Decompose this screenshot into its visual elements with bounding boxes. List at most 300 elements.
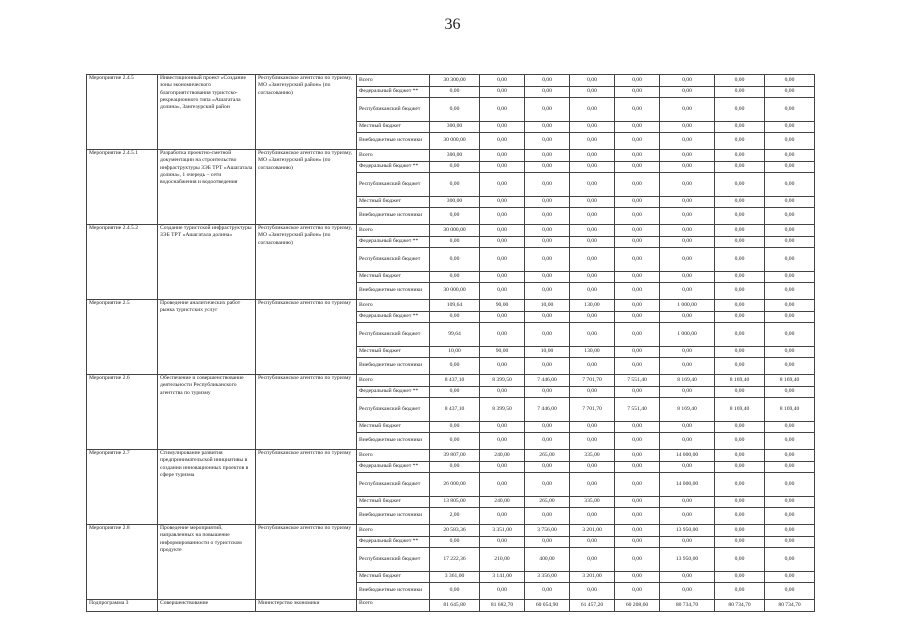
- value-cell: 0,00: [430, 358, 480, 375]
- value-cell: 265,00: [525, 450, 570, 462]
- value-cell: 0,00: [570, 537, 615, 548]
- value-cell: 0,00: [480, 283, 525, 300]
- source-label: Внебюджетные источники: [357, 208, 430, 225]
- value-cell: 1 000,00: [660, 300, 715, 312]
- value-cell: 0,00: [765, 323, 815, 347]
- value-cell: 80 734,70: [715, 600, 765, 612]
- value-cell: 0,00: [765, 98, 815, 122]
- source-label: Федеральный бюджет **: [357, 462, 430, 473]
- value-cell: 0,00: [570, 197, 615, 208]
- value-cell: 0,00: [570, 98, 615, 122]
- value-cell: 0,00: [525, 197, 570, 208]
- value-cell: 13 805,00: [430, 497, 480, 508]
- value-cell: 0,00: [570, 583, 615, 600]
- value-cell: 0,00: [660, 462, 715, 473]
- value-cell: 2,00: [430, 508, 480, 525]
- value-cell: 0,00: [660, 358, 715, 375]
- table-row: [87, 600, 815, 612]
- value-cell: 0,00: [660, 347, 715, 358]
- name-cell: Совершенствование: [158, 600, 256, 612]
- value-cell: 0,00: [480, 225, 525, 237]
- value-cell: 265,00: [525, 497, 570, 508]
- value-cell: 0,00: [570, 133, 615, 150]
- value-cell: 0,00: [430, 208, 480, 225]
- source-label: Внебюджетные источники: [357, 133, 430, 150]
- value-cell: 0,00: [660, 162, 715, 173]
- source-label: Внебюджетные источники: [357, 358, 430, 375]
- value-cell: 0,00: [525, 173, 570, 197]
- value-cell: 0,00: [480, 248, 525, 272]
- value-cell: 0,00: [615, 208, 660, 225]
- value-cell: 0,00: [570, 433, 615, 450]
- value-cell: 39 807,00: [430, 450, 480, 462]
- source-label: Местный бюджет: [357, 272, 430, 283]
- source-label: Внебюджетные источники: [357, 433, 430, 450]
- value-cell: 0,00: [525, 87, 570, 98]
- value-cell: 81 682,70: [480, 600, 525, 612]
- source-label: Всего: [357, 75, 430, 87]
- value-cell: 0,00: [660, 173, 715, 197]
- value-cell: 0,00: [660, 87, 715, 98]
- value-cell: 0,00: [525, 237, 570, 248]
- value-cell: 0,00: [615, 583, 660, 600]
- value-cell: 0,00: [765, 473, 815, 497]
- value-cell: 0,00: [615, 422, 660, 433]
- value-cell: 300,00: [430, 150, 480, 162]
- value-cell: 0,00: [765, 248, 815, 272]
- executor-cell: Республиканское агентство по туризму, МО «Зангезурский район» (по согласованию): [256, 150, 357, 225]
- value-cell: 0,00: [765, 387, 815, 398]
- value-cell: 0,00: [615, 133, 660, 150]
- value-cell: 7 446,00: [525, 398, 570, 422]
- page-number: 36: [444, 16, 461, 33]
- value-cell: 0,00: [525, 422, 570, 433]
- value-cell: 0,00: [525, 508, 570, 525]
- table-row: [87, 150, 815, 162]
- value-cell: 90,00: [480, 347, 525, 358]
- value-cell: 0,00: [570, 248, 615, 272]
- value-cell: 61 457,20: [570, 600, 615, 612]
- value-cell: 0,00: [480, 508, 525, 525]
- value-cell: 0,00: [615, 272, 660, 283]
- value-cell: 0,00: [615, 150, 660, 162]
- source-label: Республиканский бюджет: [357, 173, 430, 197]
- value-cell: 0,00: [480, 272, 525, 283]
- value-cell: 8 437,10: [430, 375, 480, 387]
- value-cell: 0,00: [480, 473, 525, 497]
- value-cell: 0,00: [715, 433, 765, 450]
- source-label: Федеральный бюджет **: [357, 387, 430, 398]
- value-cell: 81 645,80: [430, 600, 480, 612]
- value-cell: 0,00: [660, 537, 715, 548]
- value-cell: 0,00: [660, 387, 715, 398]
- value-cell: 0,00: [570, 162, 615, 173]
- value-cell: 0,00: [615, 248, 660, 272]
- value-cell: 0,00: [615, 162, 660, 173]
- value-cell: 0,00: [615, 387, 660, 398]
- value-cell: 0,00: [480, 358, 525, 375]
- value-cell: 8 169,40: [660, 398, 715, 422]
- value-cell: 0,00: [480, 583, 525, 600]
- value-cell: 0,00: [715, 450, 765, 462]
- value-cell: 0,00: [765, 312, 815, 323]
- value-cell: 90,00: [480, 300, 525, 312]
- value-cell: 0,00: [715, 173, 765, 197]
- value-cell: 0,00: [525, 473, 570, 497]
- value-cell: 0,00: [615, 433, 660, 450]
- source-label: Республиканский бюджет: [357, 98, 430, 122]
- value-cell: 0,00: [570, 473, 615, 497]
- value-cell: 335,00: [570, 450, 615, 462]
- value-cell: 0,00: [480, 150, 525, 162]
- value-cell: 0,00: [615, 323, 660, 347]
- value-cell: 14 000,00: [660, 450, 715, 462]
- value-cell: 0,00: [715, 312, 765, 323]
- value-cell: 0,00: [480, 237, 525, 248]
- value-cell: 0,00: [715, 98, 765, 122]
- value-cell: 0,00: [660, 122, 715, 133]
- value-cell: 0,00: [430, 173, 480, 197]
- value-cell: 0,00: [525, 150, 570, 162]
- value-cell: 8 169,40: [765, 398, 815, 422]
- source-label: Республиканский бюджет: [357, 323, 430, 347]
- value-cell: 0,00: [765, 358, 815, 375]
- value-cell: 0,00: [480, 462, 525, 473]
- executor-cell: Республиканское агентство по туризму, МО «Зангезурский район» (по согласованию): [256, 75, 357, 150]
- value-cell: 3 201,00: [570, 525, 615, 537]
- executor-cell: Республиканское агентство по туризму: [256, 525, 357, 600]
- source-label: Всего: [357, 375, 430, 387]
- value-cell: 0,00: [715, 272, 765, 283]
- value-cell: 0,00: [480, 433, 525, 450]
- value-cell: 0,00: [715, 197, 765, 208]
- value-cell: 26 000,00: [430, 473, 480, 497]
- value-cell: 0,00: [615, 508, 660, 525]
- value-cell: 14 000,00: [660, 473, 715, 497]
- value-cell: 0,00: [715, 387, 765, 398]
- measure-cell: Мероприятие 2.4.5.2: [87, 225, 158, 300]
- table-row: [87, 225, 815, 237]
- value-cell: 0,00: [430, 433, 480, 450]
- value-cell: 0,00: [525, 358, 570, 375]
- value-cell: 1 000,00: [660, 323, 715, 347]
- value-cell: 400,00: [525, 548, 570, 572]
- value-cell: 0,00: [615, 75, 660, 87]
- source-label: Федеральный бюджет **: [357, 312, 430, 323]
- value-cell: 0,00: [715, 462, 765, 473]
- value-cell: 0,00: [765, 300, 815, 312]
- value-cell: 0,00: [525, 248, 570, 272]
- value-cell: 7 446,00: [525, 375, 570, 387]
- value-cell: 0,00: [715, 122, 765, 133]
- value-cell: 0,00: [480, 173, 525, 197]
- value-cell: 0,00: [765, 497, 815, 508]
- source-label: Всего: [357, 225, 430, 237]
- value-cell: 60 208,60: [615, 600, 660, 612]
- value-cell: 0,00: [715, 87, 765, 98]
- value-cell: 0,00: [615, 347, 660, 358]
- value-cell: 0,00: [430, 248, 480, 272]
- value-cell: 8 399,50: [480, 398, 525, 422]
- source-label: Федеральный бюджет **: [357, 87, 430, 98]
- value-cell: 0,00: [570, 422, 615, 433]
- value-cell: 0,00: [570, 548, 615, 572]
- name-cell: Стимулирование развития предпринимательской инициативы в создании инновационных проектов в сфере туризма: [158, 450, 256, 525]
- value-cell: 0,00: [480, 422, 525, 433]
- value-cell: 8 169,40: [660, 375, 715, 387]
- value-cell: 80 734,70: [660, 600, 715, 612]
- value-cell: 0,00: [615, 173, 660, 197]
- value-cell: 60 054,90: [525, 600, 570, 612]
- value-cell: 0,00: [715, 347, 765, 358]
- value-cell: 8 437,10: [430, 398, 480, 422]
- source-label: Местный бюджет: [357, 197, 430, 208]
- value-cell: 0,00: [715, 283, 765, 300]
- value-cell: 3 201,00: [570, 572, 615, 583]
- value-cell: 99,64: [430, 323, 480, 347]
- value-cell: 0,00: [765, 433, 815, 450]
- value-cell: 10,00: [525, 300, 570, 312]
- value-cell: 8 169,40: [715, 375, 765, 387]
- value-cell: 0,00: [570, 323, 615, 347]
- value-cell: 0,00: [715, 473, 765, 497]
- value-cell: 0,00: [430, 387, 480, 398]
- value-cell: 0,00: [765, 197, 815, 208]
- value-cell: 8 169,40: [715, 398, 765, 422]
- value-cell: 0,00: [525, 272, 570, 283]
- value-cell: 0,00: [660, 248, 715, 272]
- value-cell: 0,00: [480, 208, 525, 225]
- value-cell: 0,00: [765, 162, 815, 173]
- value-cell: 0,00: [715, 237, 765, 248]
- value-cell: 0,00: [480, 98, 525, 122]
- value-cell: 0,00: [765, 347, 815, 358]
- value-cell: 0,00: [765, 208, 815, 225]
- source-label: Местный бюджет: [357, 572, 430, 583]
- value-cell: 0,00: [765, 87, 815, 98]
- value-cell: 0,00: [570, 208, 615, 225]
- value-cell: 0,00: [570, 225, 615, 237]
- value-cell: 0,00: [525, 462, 570, 473]
- measure-cell: Мероприятие 2.8: [87, 525, 158, 600]
- value-cell: 0,00: [765, 237, 815, 248]
- value-cell: 0,00: [765, 133, 815, 150]
- name-cell: Проведение аналитических работ рынка туристских услуг: [158, 300, 256, 375]
- value-cell: 0,00: [480, 75, 525, 87]
- value-cell: 0,00: [430, 537, 480, 548]
- value-cell: 0,00: [525, 387, 570, 398]
- value-cell: 0,00: [480, 162, 525, 173]
- value-cell: 240,00: [480, 450, 525, 462]
- value-cell: 0,00: [480, 387, 525, 398]
- value-cell: 0,00: [715, 525, 765, 537]
- value-cell: 0,00: [660, 312, 715, 323]
- value-cell: 13 950,00: [660, 548, 715, 572]
- value-cell: 0,00: [525, 583, 570, 600]
- value-cell: 30 000,00: [430, 283, 480, 300]
- value-cell: 0,00: [615, 548, 660, 572]
- table-row: [87, 525, 815, 537]
- value-cell: 0,00: [715, 150, 765, 162]
- value-cell: 0,00: [570, 387, 615, 398]
- value-cell: 130,00: [570, 347, 615, 358]
- value-cell: 300,00: [430, 197, 480, 208]
- value-cell: 0,00: [615, 462, 660, 473]
- measure-cell: Подпрограмма 3: [87, 600, 158, 612]
- source-label: Всего: [357, 600, 430, 612]
- value-cell: 0,00: [765, 422, 815, 433]
- value-cell: 0,00: [615, 300, 660, 312]
- value-cell: 0,00: [715, 208, 765, 225]
- value-cell: 0,00: [765, 225, 815, 237]
- source-label: Федеральный бюджет **: [357, 162, 430, 173]
- value-cell: 7 701,70: [570, 375, 615, 387]
- source-label: Внебюджетные источники: [357, 583, 430, 600]
- source-label: Республиканский бюджет: [357, 398, 430, 422]
- value-cell: 0,00: [660, 433, 715, 450]
- value-cell: 0,00: [660, 237, 715, 248]
- source-label: Местный бюджет: [357, 347, 430, 358]
- value-cell: 0,00: [525, 162, 570, 173]
- source-label: Республиканский бюджет: [357, 548, 430, 572]
- value-cell: 0,00: [660, 197, 715, 208]
- measure-cell: Мероприятие 2.4.5.1: [87, 150, 158, 225]
- value-cell: 0,00: [660, 283, 715, 300]
- value-cell: 0,00: [615, 122, 660, 133]
- value-cell: 0,00: [615, 98, 660, 122]
- value-cell: 7 551,40: [615, 375, 660, 387]
- value-cell: 0,00: [615, 525, 660, 537]
- value-cell: 30 000,00: [430, 133, 480, 150]
- value-cell: 0,00: [430, 462, 480, 473]
- value-cell: 0,00: [570, 173, 615, 197]
- value-cell: 3 141,00: [480, 572, 525, 583]
- value-cell: 0,00: [765, 525, 815, 537]
- value-cell: 0,00: [430, 312, 480, 323]
- value-cell: 0,00: [570, 462, 615, 473]
- value-cell: 17 222,36: [430, 548, 480, 572]
- value-cell: 3 351,00: [480, 525, 525, 537]
- value-cell: 0,00: [615, 572, 660, 583]
- value-cell: 0,00: [615, 225, 660, 237]
- value-cell: 0,00: [660, 208, 715, 225]
- value-cell: 7 701,70: [570, 398, 615, 422]
- value-cell: 0,00: [765, 272, 815, 283]
- value-cell: 0,00: [430, 237, 480, 248]
- value-cell: 0,00: [715, 323, 765, 347]
- value-cell: 0,00: [715, 133, 765, 150]
- value-cell: 13 950,00: [660, 525, 715, 537]
- value-cell: 10,00: [430, 347, 480, 358]
- measure-cell: Мероприятие 2.7: [87, 450, 158, 525]
- value-cell: 0,00: [765, 122, 815, 133]
- table-row: [87, 375, 815, 387]
- value-cell: 0,00: [615, 312, 660, 323]
- source-label: Всего: [357, 525, 430, 537]
- value-cell: 0,00: [765, 450, 815, 462]
- value-cell: 0,00: [615, 450, 660, 462]
- value-cell: 0,00: [430, 162, 480, 173]
- value-cell: 0,00: [660, 272, 715, 283]
- value-cell: 0,00: [430, 272, 480, 283]
- value-cell: 30 000,00: [430, 225, 480, 237]
- name-cell: Инвестиционный проект «Создание зоны экономического благоприятствования туристско-рекреационного типа «Ашагатала долина», Зангезурский район: [158, 75, 256, 150]
- value-cell: 0,00: [430, 583, 480, 600]
- value-cell: 3 756,00: [525, 525, 570, 537]
- value-cell: 0,00: [660, 583, 715, 600]
- value-cell: 0,00: [715, 548, 765, 572]
- value-cell: 30 300,00: [430, 75, 480, 87]
- value-cell: 10,00: [525, 347, 570, 358]
- value-cell: 0,00: [765, 548, 815, 572]
- value-cell: 0,00: [715, 583, 765, 600]
- measure-cell: Мероприятие 2.4.5: [87, 75, 158, 150]
- value-cell: 0,00: [715, 162, 765, 173]
- source-label: Местный бюджет: [357, 422, 430, 433]
- value-cell: 0,00: [765, 283, 815, 300]
- value-cell: 0,00: [660, 497, 715, 508]
- value-cell: 0,00: [570, 75, 615, 87]
- value-cell: 0,00: [570, 508, 615, 525]
- value-cell: 0,00: [765, 583, 815, 600]
- value-cell: 0,00: [480, 312, 525, 323]
- executor-cell: Республиканское агентство по туризму, МО «Зангезурский район» (по согласованию): [256, 225, 357, 300]
- value-cell: 0,00: [480, 87, 525, 98]
- value-cell: 0,00: [525, 122, 570, 133]
- value-cell: 0,00: [765, 150, 815, 162]
- value-cell: 0,00: [765, 537, 815, 548]
- name-cell: Обеспечение и совершенствование деятельности Республиканского агентства по туризму: [158, 375, 256, 450]
- measure-cell: Мероприятие 2.6: [87, 375, 158, 450]
- value-cell: 130,00: [570, 300, 615, 312]
- value-cell: 0,00: [615, 197, 660, 208]
- value-cell: 0,00: [615, 87, 660, 98]
- name-cell: Разработка проектно-сметной документации на строительство инфраструктуры ЗЭБ ТРТ «Ашагатала долина», 1 очередь – сети водоснабжения и водоотведения: [158, 150, 256, 225]
- value-cell: 0,00: [480, 537, 525, 548]
- value-cell: 0,00: [615, 358, 660, 375]
- value-cell: 0,00: [525, 75, 570, 87]
- name-cell: Создание туристской инфраструктуры ЗЭБ ТРТ «Ашагатала долина»: [158, 225, 256, 300]
- value-cell: 0,00: [525, 133, 570, 150]
- value-cell: 0,00: [525, 208, 570, 225]
- value-cell: 0,00: [480, 197, 525, 208]
- value-cell: 0,00: [660, 133, 715, 150]
- value-cell: 0,00: [715, 508, 765, 525]
- value-cell: 3 361,00: [430, 572, 480, 583]
- value-cell: 0,00: [715, 537, 765, 548]
- value-cell: 0,00: [430, 422, 480, 433]
- executor-cell: Республиканское агентство по туризму: [256, 375, 357, 450]
- value-cell: 0,00: [480, 133, 525, 150]
- value-cell: 0,00: [525, 323, 570, 347]
- source-label: Внебюджетные источники: [357, 283, 430, 300]
- value-cell: 0,00: [765, 572, 815, 583]
- source-label: Федеральный бюджет **: [357, 537, 430, 548]
- value-cell: 0,00: [525, 433, 570, 450]
- executor-cell: Республиканское агентство по туризму: [256, 300, 357, 375]
- value-cell: 0,00: [430, 98, 480, 122]
- value-cell: 3 356,00: [525, 572, 570, 583]
- value-cell: 0,00: [715, 358, 765, 375]
- value-cell: 80 734,70: [765, 600, 815, 612]
- value-cell: 0,00: [570, 283, 615, 300]
- value-cell: 0,00: [570, 150, 615, 162]
- value-cell: 0,00: [525, 312, 570, 323]
- value-cell: 0,00: [765, 462, 815, 473]
- value-cell: 0,00: [715, 497, 765, 508]
- table-row: [87, 450, 815, 462]
- source-label: Федеральный бюджет **: [357, 237, 430, 248]
